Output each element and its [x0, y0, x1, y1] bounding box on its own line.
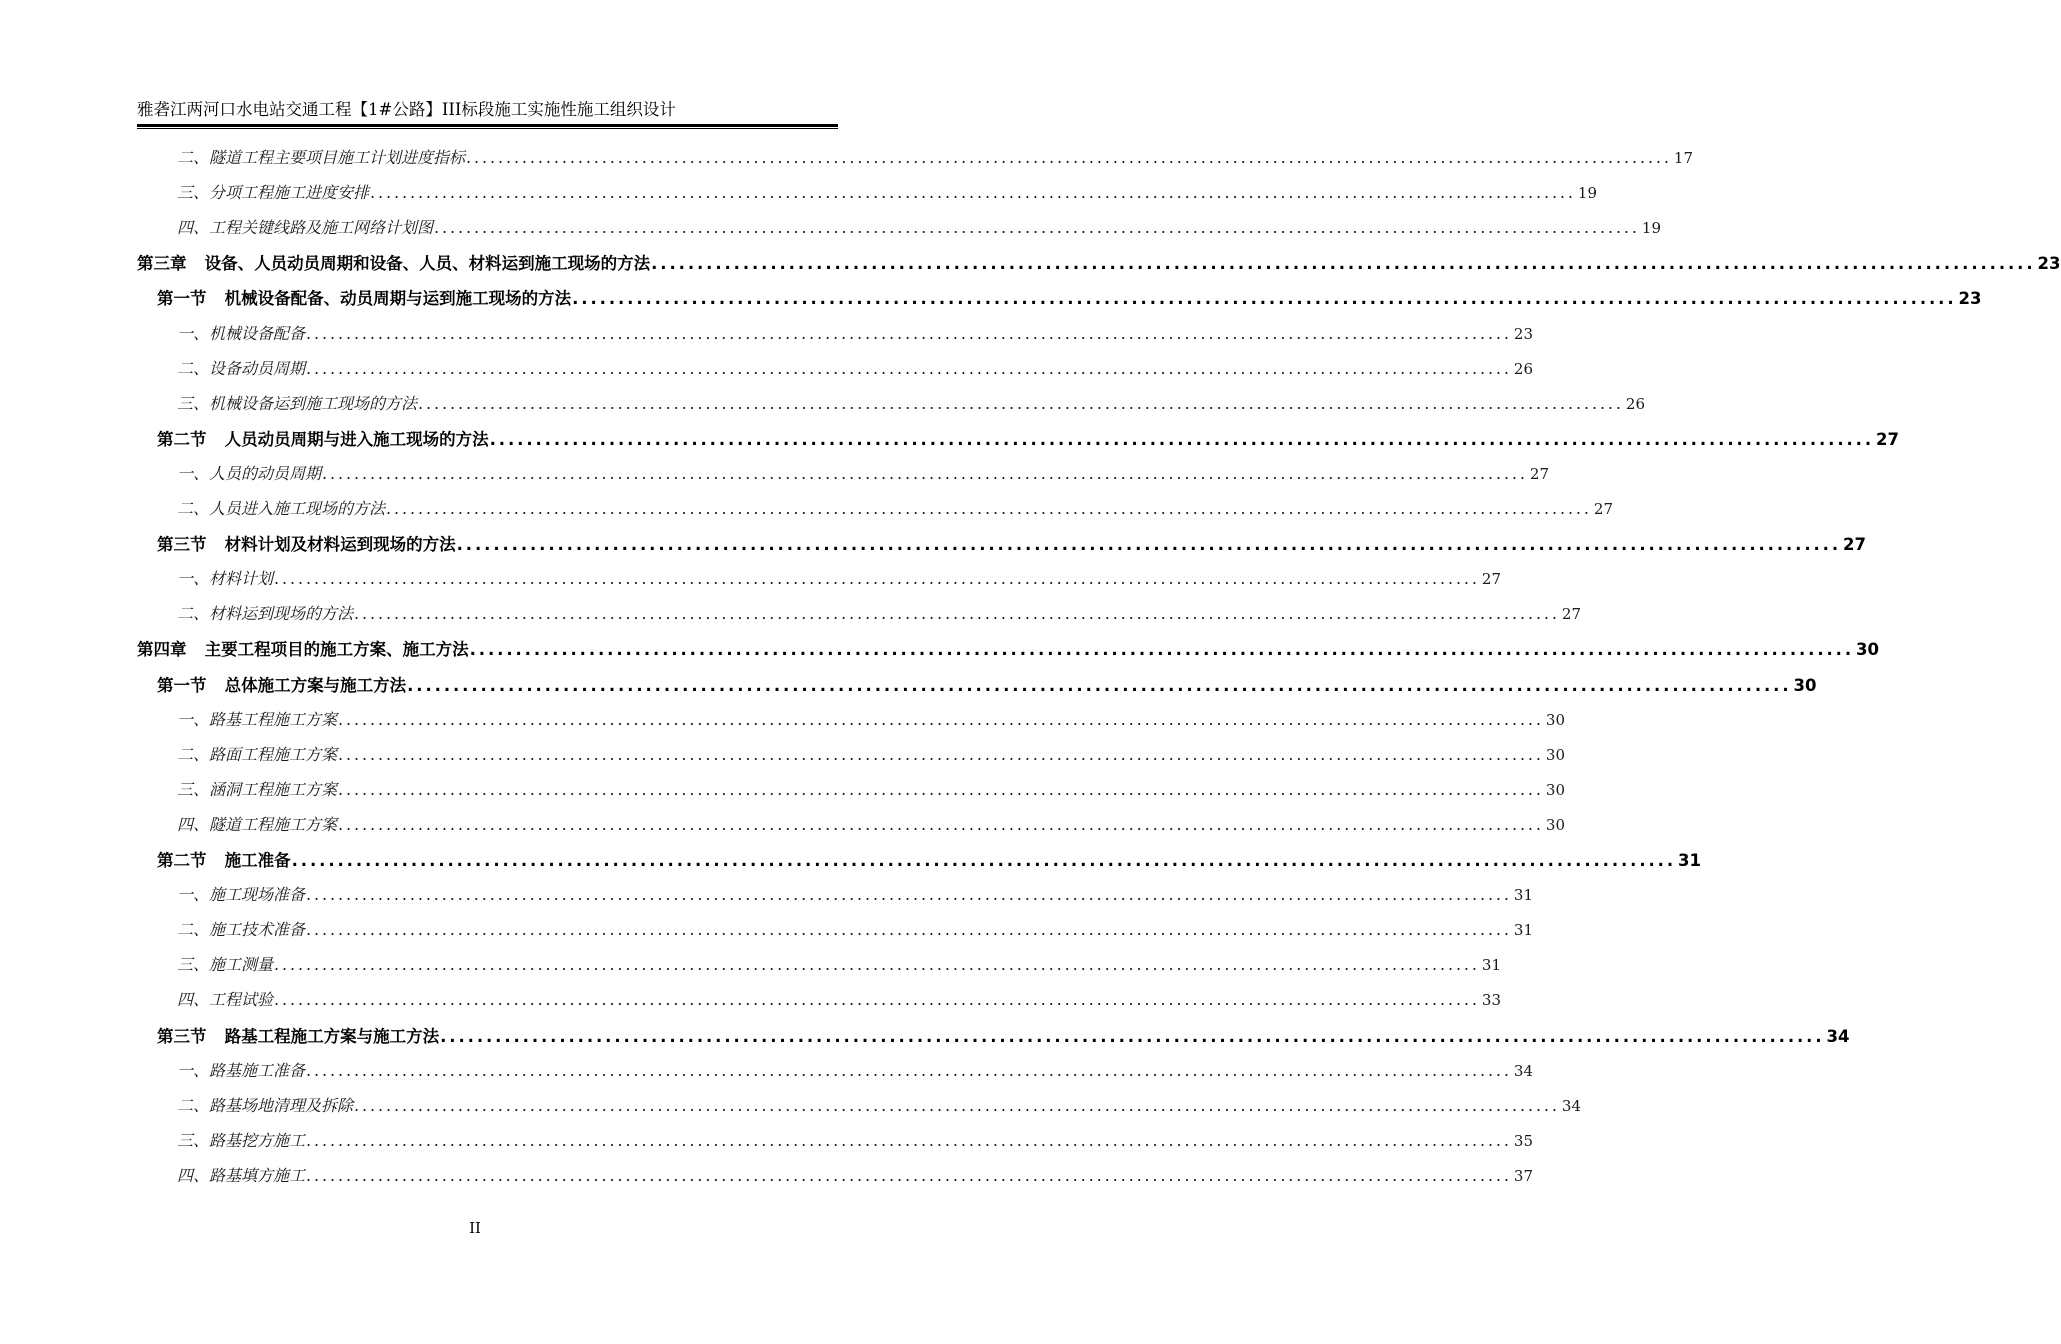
toc-entry-title: 施工现场准备: [209, 885, 306, 904]
toc-dot-leader: .......................................................................................................................................................: [274, 955, 1480, 974]
toc-entry-number: 一、: [177, 569, 210, 588]
toc-entry-section[interactable]: [157, 672, 1817, 698]
toc-entry-item[interactable]: [177, 496, 1614, 522]
toc-entry-title: 路基挖方施工: [209, 1131, 306, 1150]
toc-entry-number: 一、: [177, 324, 210, 343]
toc-entry-number: 一、: [177, 710, 210, 729]
toc-entry-item[interactable]: [177, 321, 1534, 347]
toc-entry-title: 机械设备配备: [209, 324, 306, 343]
toc-entry-page-number: 35: [1513, 1132, 1534, 1150]
toc-entry-title: 设备动员周期: [209, 359, 306, 378]
toc-entry-number: 四、: [177, 990, 210, 1009]
page-number: II: [469, 1219, 481, 1237]
toc-entry-number: 二、: [177, 920, 210, 939]
toc-entry-section[interactable]: [157, 426, 1899, 452]
toc-entry-page-number: 34: [1826, 1027, 1850, 1046]
toc-entry-page-number: 37: [1513, 1167, 1534, 1185]
toc-entry-page-number: 17: [1673, 149, 1694, 167]
toc-entry-number: 四、: [177, 1166, 210, 1185]
toc-entry-item[interactable]: [177, 952, 1502, 978]
toc-dot-leader: .......................................................................................................................................................: [354, 1096, 1560, 1115]
toc-entry-number: 第二节: [157, 430, 207, 449]
toc-entry-title: 工程试验: [209, 990, 274, 1009]
toc-entry-title: 分项工程施工进度安排: [209, 183, 370, 202]
toc-entry-page-number: 34: [1513, 1062, 1534, 1080]
toc-entry-title: 隧道工程主要项目施工计划进度指标: [209, 148, 466, 167]
toc-entry-title: 隧道工程施工方案: [209, 815, 338, 834]
toc-dot-leader: .......................................................................................................................................................: [572, 289, 1957, 308]
toc-dot-leader: .......................................................................................................................................................: [306, 359, 1512, 378]
toc-dot-leader: .......................................................................................................................................................: [466, 148, 1672, 167]
toc-entry-title: 设备、人员动员周期和设备、人员、材料运到施工现场的方法: [204, 254, 651, 273]
toc-dot-leader: .......................................................................................................................................................: [306, 1061, 1512, 1080]
toc-entry-title: 施工测量: [209, 955, 274, 974]
toc-entry-number: 二、: [177, 604, 210, 623]
toc-dot-leader: .......................................................................................................................................................: [440, 1027, 1825, 1046]
toc-entry-title: 涵洞工程施工方案: [209, 780, 338, 799]
toc-dot-leader: .......................................................................................................................................................: [370, 183, 1576, 202]
toc-entry-number: 一、: [177, 885, 210, 904]
toc-entry-number: 一、: [177, 1061, 210, 1080]
toc-entry-section[interactable]: [157, 847, 1701, 873]
toc-entry-page-number: 31: [1513, 921, 1534, 939]
toc-entry-title: 路基施工准备: [209, 1061, 306, 1080]
toc-entry-number: 第三节: [157, 1027, 207, 1046]
toc-entry-page-number: 27: [1481, 570, 1502, 588]
toc-entry-item[interactable]: [177, 812, 1566, 838]
toc-entry-item[interactable]: [177, 215, 1662, 241]
toc-entry-item[interactable]: [177, 777, 1566, 803]
toc-entry-item[interactable]: [177, 707, 1566, 733]
toc-entry-item[interactable]: [177, 1058, 1534, 1084]
toc-dot-leader: .......................................................................................................................................................: [306, 885, 1512, 904]
toc-dot-leader: .......................................................................................................................................................: [456, 535, 1842, 554]
toc-entry-title: 人员进入施工现场的方法: [209, 499, 386, 518]
toc-entry-page-number: 26: [1625, 395, 1646, 413]
toc-entry-title: 工程关键线路及施工网络计划图: [209, 218, 434, 237]
toc-entry-item[interactable]: [177, 917, 1534, 943]
toc-entry-page-number: 31: [1678, 851, 1701, 870]
toc-entry-item[interactable]: [177, 1163, 1534, 1189]
toc-entry-section[interactable]: [157, 531, 1866, 557]
toc-dot-leader: .......................................................................................................................................................: [338, 815, 1544, 834]
toc-entry-page-number: 23: [2037, 254, 2061, 273]
toc-dot-leader: .......................................................................................................................................................: [338, 745, 1544, 764]
toc-dot-leader: .......................................................................................................................................................: [469, 640, 1855, 659]
toc-entry-page-number: 30: [1545, 781, 1566, 799]
toc-entry-page-number: 27: [1876, 430, 1899, 449]
toc-entry-number: 第三章: [137, 254, 187, 273]
toc-dot-leader: .......................................................................................................................................................: [274, 990, 1480, 1009]
toc-dot-leader: .......................................................................................................................................................: [354, 604, 1560, 623]
toc-entry-page-number: 30: [1545, 711, 1566, 729]
toc-entry-number: 三、: [177, 183, 210, 202]
toc-entry-title: 路基填方施工: [209, 1166, 306, 1185]
toc-entry-page-number: 33: [1481, 991, 1502, 1009]
toc-entry-item[interactable]: [177, 461, 1550, 487]
toc-entry-title: 人员的动员周期: [209, 464, 322, 483]
toc-entry-title: 路面工程施工方案: [209, 745, 338, 764]
toc-entry-title: 路基场地清理及拆除: [209, 1096, 354, 1115]
toc-entry-section[interactable]: [157, 285, 1982, 311]
toc-entry-title: 主要工程项目的施工方案、施工方法: [204, 640, 469, 659]
toc-entry-section[interactable]: [157, 1023, 1850, 1049]
toc-entry-title: 路基工程施工方案: [209, 710, 338, 729]
toc-entry-item[interactable]: [177, 1093, 1582, 1119]
toc-dot-leader: .......................................................................................................................................................: [338, 780, 1544, 799]
toc-entry-page-number: 27: [1593, 500, 1614, 518]
toc-entry-number: 三、: [177, 394, 210, 413]
toc-entry-item[interactable]: [177, 180, 1598, 206]
toc-entry-number: 二、: [177, 499, 210, 518]
toc-entry-item[interactable]: [177, 1128, 1534, 1154]
toc-entry-page-number: 34: [1561, 1097, 1582, 1115]
toc-dot-leader: .......................................................................................................................................................: [274, 569, 1480, 588]
toc-dot-leader: .......................................................................................................................................................: [306, 920, 1512, 939]
toc-entry-page-number: 23: [1513, 325, 1534, 343]
toc-entry-title: 路基工程施工方案与施工方法: [224, 1027, 440, 1046]
toc-entry-number: 一、: [177, 464, 210, 483]
toc-entry-page-number: 30: [1856, 640, 1879, 659]
toc-entry-number: 二、: [177, 359, 210, 378]
toc-entry-title: 总体施工方案与施工方法: [224, 676, 407, 695]
toc-entry-page-number: 31: [1513, 886, 1534, 904]
toc-dot-leader: .......................................................................................................................................................: [306, 1166, 1512, 1185]
toc-entry-page-number: 26: [1513, 360, 1534, 378]
toc-dot-leader: .......................................................................................................................................................: [434, 218, 1640, 237]
toc-entry-number: 第一节: [157, 289, 207, 308]
toc-dot-leader: .......................................................................................................................................................: [338, 710, 1544, 729]
toc-entry-number: 三、: [177, 955, 210, 974]
toc-dot-leader: .......................................................................................................................................................: [306, 1131, 1512, 1150]
page-header-title: 雅砻江两河口水电站交通工程【1#公路】III标段施工实施性施工组织设计: [137, 100, 676, 119]
toc-entry-title: 材料计划及材料运到现场的方法: [224, 535, 456, 554]
toc-entry-item[interactable]: [177, 882, 1534, 908]
toc-entry-page-number: 30: [1793, 676, 1817, 695]
toc-entry-item[interactable]: [177, 356, 1534, 382]
toc-entry-number: 二、: [177, 148, 210, 167]
toc-entry-page-number: 27: [1561, 605, 1582, 623]
toc-dot-leader: .......................................................................................................................................................: [291, 851, 1677, 870]
toc-entry-number: 第二节: [157, 851, 207, 870]
toc-entry-title: 施工准备: [224, 851, 291, 870]
toc-entry-title: 人员动员周期与进入施工现场的方法: [224, 430, 489, 449]
toc-entry-number: 第三节: [157, 535, 207, 554]
toc-dot-leader: .......................................................................................................................................................: [386, 499, 1592, 518]
toc-entry-title: 施工技术准备: [209, 920, 306, 939]
toc-entry-page-number: 30: [1545, 816, 1566, 834]
toc-dot-leader: .......................................................................................................................................................: [322, 464, 1528, 483]
toc-entry-page-number: 23: [1958, 289, 1982, 308]
toc-entry-item[interactable]: [177, 391, 1646, 417]
toc-entry-number: 四、: [177, 218, 210, 237]
toc-entry-title: 机械设备运到施工现场的方法: [209, 394, 418, 413]
toc-entry-item[interactable]: [177, 987, 1502, 1013]
toc-dot-leader: .......................................................................................................................................................: [306, 324, 1512, 343]
toc-dot-leader: .......................................................................................................................................................: [407, 676, 1792, 695]
toc-dot-leader: .......................................................................................................................................................: [651, 254, 2036, 273]
toc-entry-number: 第四章: [137, 640, 187, 659]
toc-entry-title: 材料计划: [209, 569, 274, 588]
toc-entry-number: 四、: [177, 815, 210, 834]
toc-entry-number: 第一节: [157, 676, 207, 695]
toc-entry-number: 三、: [177, 780, 210, 799]
toc-entry-title: 材料运到现场的方法: [209, 604, 354, 623]
toc-entry-item[interactable]: [177, 566, 1502, 592]
toc-entry-title: 机械设备配备、动员周期与运到施工现场的方法: [224, 289, 572, 308]
toc-entry-chapter[interactable]: [137, 636, 1879, 662]
toc-dot-leader: .......................................................................................................................................................: [418, 394, 1624, 413]
toc-dot-leader: .......................................................................................................................................................: [489, 430, 1875, 449]
toc-entry-page-number: 19: [1577, 184, 1598, 202]
toc-entry-number: 三、: [177, 1131, 210, 1150]
toc-entry-item[interactable]: [177, 601, 1582, 627]
toc-entry-page-number: 19: [1641, 219, 1662, 237]
toc-entry-item[interactable]: [177, 145, 1694, 171]
toc-entry-number: 二、: [177, 745, 210, 764]
toc-entry-item[interactable]: [177, 742, 1566, 768]
toc-entry-page-number: 27: [1843, 535, 1866, 554]
toc-entry-page-number: 30: [1545, 746, 1566, 764]
toc-entry-number: 二、: [177, 1096, 210, 1115]
toc-entry-chapter[interactable]: [137, 250, 2061, 276]
toc-entry-page-number: 31: [1481, 956, 1502, 974]
toc-entry-page-number: 27: [1529, 465, 1550, 483]
